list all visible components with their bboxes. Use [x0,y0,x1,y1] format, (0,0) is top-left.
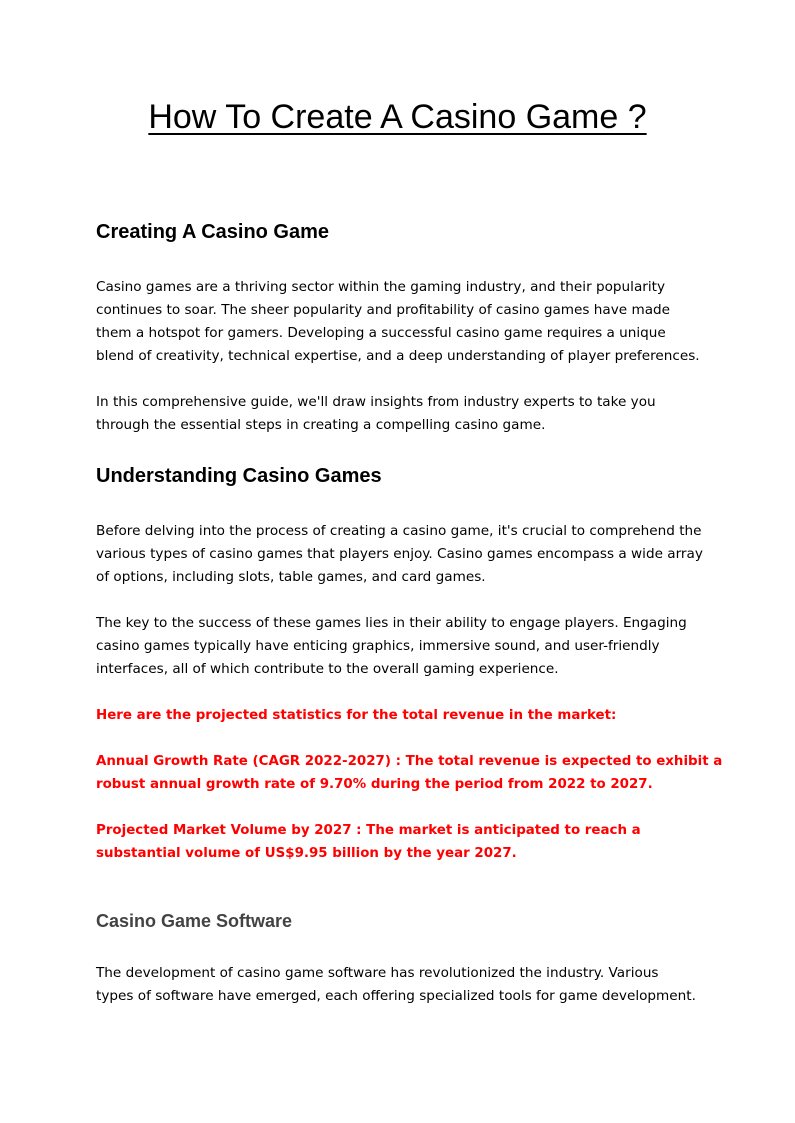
paragraph-line: casino games typically have enticing graphics, immersive sound, and user-friendly [96,638,660,654]
highlight-growth-rate [96,750,723,796]
paragraph-line: interfaces, all of which contribute to the overall gaming experience. [96,661,559,677]
section-heading-software: Casino Game Software [96,911,293,931]
paragraph-line: Casino games are a thriving sector within the gaming industry, and their popularity [96,279,666,295]
document-title: How To Create A Casino Game ? [148,98,647,136]
highlight-line: Here are the projected statistics for the total revenue in the market: [96,708,617,723]
paragraph-software [96,962,706,1008]
paragraph-line: The key to the success of these games lies in their ability to engage players. Engaging [96,615,687,631]
paragraph-line: them a hotspot for gamers. Developing a successful casino game requires a unique [96,325,666,341]
section-heading-creating: Creating A Casino Game [96,221,330,243]
section-heading-understanding: Understanding Casino Games [96,465,382,487]
paragraph-line: various types of casino games that players enjoy. Casino games encompass a wide array [96,546,703,562]
paragraph-types [96,520,706,589]
highlight-line: substantial volume of US$9.95 billion by the year 2027. [96,846,517,861]
highlight-line: robust annual growth rate of 9.70% during the period from 2022 to 2027. [96,777,653,792]
paragraph-line: types of software have emerged, each offering specialized tools for game development. [96,988,696,1004]
highlight-line: Annual Growth Rate (CAGR 2022-2027) : The total revenue is expected to exhibit a [96,754,723,769]
paragraph-guide [96,391,706,437]
paragraph-line: The development of casino game software has revolutionized the industry. Various [96,965,659,981]
highlight-line: Projected Market Volume by 2027 : The market is anticipated to reach a [96,823,641,838]
paragraph-engagement [96,612,706,681]
highlight-market-volume [96,819,706,865]
paragraph-intro [96,276,706,368]
paragraph-line: blend of creativity, technical expertise, and a deep understanding of player preferences. [96,348,700,364]
paragraph-line: of options, including slots, table games, and card games. [96,569,486,585]
highlight-statistics-intro [96,704,706,727]
paragraph-line: through the essential steps in creating a compelling casino game. [96,417,546,433]
paragraph-line: Before delving into the process of creating a casino game, it's crucial to comprehend the [96,523,702,539]
paragraph-line: In this comprehensive guide, we'll draw insights from industry experts to take you [96,394,656,410]
paragraph-line: continues to soar. The sheer popularity and profitability of casino games have made [96,302,671,318]
